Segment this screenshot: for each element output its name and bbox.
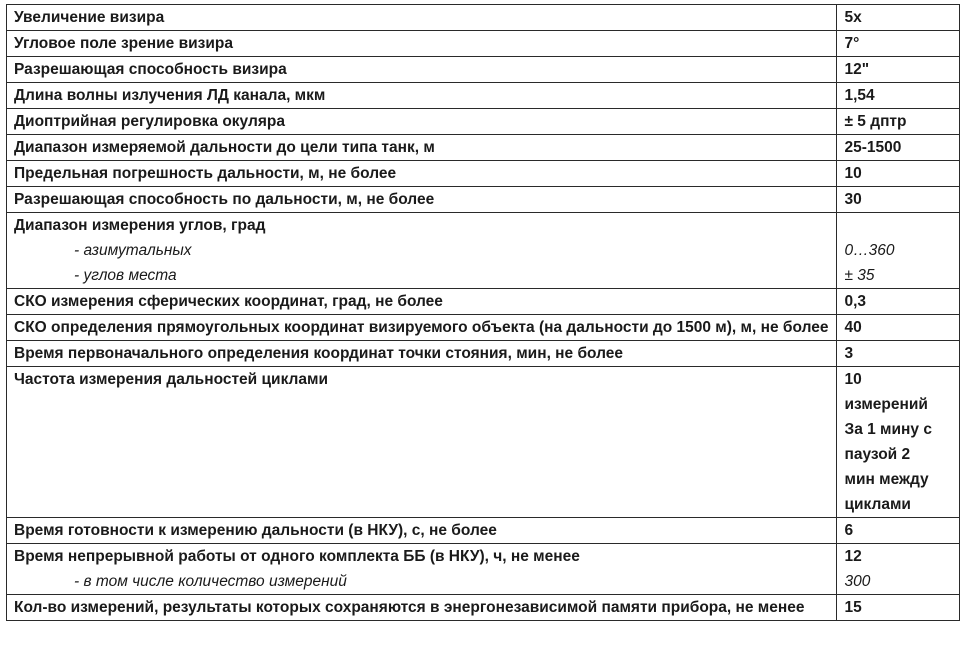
value-cell: 12" [837, 57, 960, 83]
param-cell: Время готовности к измерению дальности (в НКУ), с, не более [7, 518, 837, 544]
value-line: измерений [844, 396, 928, 413]
value-line: За 1 мину с [844, 421, 932, 438]
param-cell: Разрешающая способность по дальности, м, не более [7, 187, 837, 213]
value-cell: 5х [837, 5, 960, 31]
value-cell: 10 [837, 161, 960, 187]
sub-param: - углов места [74, 267, 177, 284]
value-cell: 25-1500 [837, 135, 960, 161]
table-row [7, 595, 960, 621]
param-cell: СКО измерения сферических координат, град, не более [7, 289, 837, 315]
value-cell: 30 [837, 187, 960, 213]
value-cell: 15 [837, 595, 960, 621]
value-line: 10 [844, 371, 862, 388]
sub-value: 300 [844, 573, 871, 590]
value-cell [837, 213, 960, 289]
param-cell: Разрешающая способность визира [7, 57, 837, 83]
table-row [7, 213, 960, 289]
table-row [7, 289, 960, 315]
specifications-table [6, 4, 960, 621]
sub-param: - в том числе количество измерений [74, 573, 347, 590]
table-row [7, 135, 960, 161]
param-cell: Длина волны излучения ЛД канала, мкм [7, 83, 837, 109]
param-cell: Диоптрийная регулировка окуляра [7, 109, 837, 135]
param-title: Время непрерывной работы от одного комплекта ББ (в НКУ), ч, не менее [14, 548, 580, 565]
param-cell: Частота измерения дальностей циклами [7, 367, 837, 518]
value-cell [837, 544, 960, 595]
sub-param: - азимутальных [74, 242, 192, 259]
value-cell: 6 [837, 518, 960, 544]
sub-value: 0…360 [844, 242, 895, 259]
value-spacer [844, 213, 953, 238]
value-cell: ± 5 дптр [837, 109, 960, 135]
table-row [7, 161, 960, 187]
param-cell: СКО определения прямоугольных координат визируемого объекта (на дальности до 1500 м), м, не более [7, 315, 837, 341]
param-cell: Угловое поле зрение визира [7, 31, 837, 57]
table-row [7, 341, 960, 367]
param-cell: Диапазон измеряемой дальности до цели типа танк, м [7, 135, 837, 161]
value-cell: 0,3 [837, 289, 960, 315]
param-cell [7, 544, 837, 595]
param-cell: Предельная погрешность дальности, м, не более [7, 161, 837, 187]
table-row [7, 315, 960, 341]
param-cell: Увеличение визира [7, 5, 837, 31]
param-title: Диапазон измерения углов, град [14, 217, 266, 234]
value-line: паузой 2 [844, 446, 911, 463]
table-row [7, 518, 960, 544]
param-cell [7, 213, 837, 289]
value-line: мин между [844, 471, 929, 488]
table-row [7, 187, 960, 213]
value-cell [837, 367, 960, 518]
value-cell: 3 [837, 341, 960, 367]
value-main: 12 [844, 548, 862, 565]
table-row [7, 31, 960, 57]
value-line: циклами [844, 496, 911, 513]
sub-value: ± 35 [844, 267, 875, 284]
table-row [7, 367, 960, 518]
table-row [7, 83, 960, 109]
table-row [7, 57, 960, 83]
table-row [7, 109, 960, 135]
table-row [7, 544, 960, 595]
param-cell: Кол-во измерений, результаты которых сохраняются в энергонезависимой памяти прибора, не менее [7, 595, 837, 621]
value-cell: 7° [837, 31, 960, 57]
value-cell: 40 [837, 315, 960, 341]
param-cell: Время первоначального определения координат точки стояния, мин, не более [7, 341, 837, 367]
value-cell: 1,54 [837, 83, 960, 109]
table-row [7, 5, 960, 31]
